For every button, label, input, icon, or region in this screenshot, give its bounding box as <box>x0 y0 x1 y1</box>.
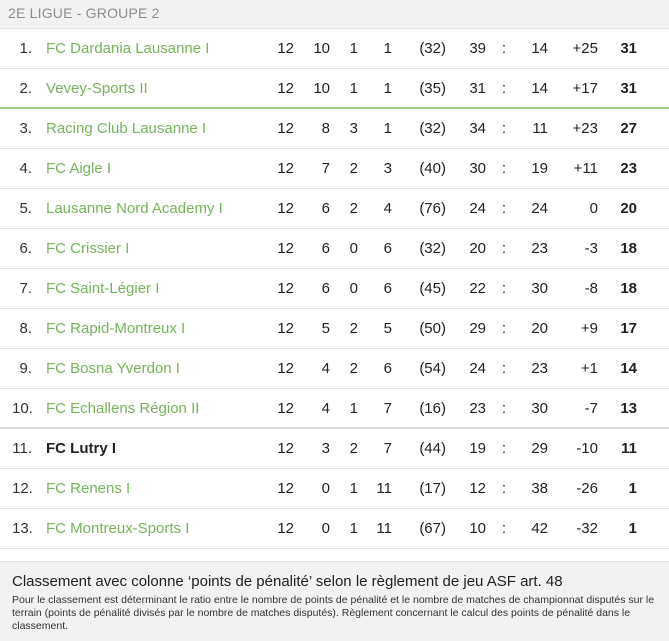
won-cell: 4 <box>321 360 330 377</box>
goal-difference-cell: +11 <box>573 160 598 177</box>
lost-cell: 1 <box>383 80 392 97</box>
goals-for-cell: 19 <box>469 440 486 457</box>
lost-cell: 11 <box>376 520 392 537</box>
goals-separator: : <box>501 320 507 337</box>
won-cell: 5 <box>321 320 330 337</box>
points-cell: 14 <box>620 360 637 377</box>
rank-cell: 5. <box>19 200 32 217</box>
drawn-cell: 0 <box>349 280 358 297</box>
won-cell: 6 <box>321 240 330 257</box>
goals-for-cell: 12 <box>469 480 486 497</box>
drawn-cell: 2 <box>349 160 358 177</box>
goals-against-cell: 30 <box>531 280 548 297</box>
goals-separator: : <box>501 440 507 457</box>
penalty-points-cell: (54) <box>419 360 446 377</box>
played-cell: 12 <box>277 480 294 497</box>
lost-cell: 11 <box>376 480 392 497</box>
table-row <box>0 29 669 69</box>
lost-cell: 6 <box>383 360 392 377</box>
rank-cell: 8. <box>19 320 32 337</box>
drawn-cell: 2 <box>349 320 358 337</box>
drawn-cell: 1 <box>349 80 358 97</box>
drawn-cell: 1 <box>349 40 358 57</box>
goals-for-cell: 24 <box>469 200 486 217</box>
goals-against-cell: 23 <box>531 240 548 257</box>
played-cell: 12 <box>277 400 294 417</box>
points-cell: 31 <box>620 40 637 57</box>
rank-cell: 10. <box>12 400 33 417</box>
drawn-cell: 1 <box>349 520 358 537</box>
rank-cell: 9. <box>19 360 32 377</box>
penalty-points-cell: (17) <box>419 480 446 497</box>
table-row <box>0 69 669 109</box>
drawn-cell: 0 <box>349 240 358 257</box>
drawn-cell: 1 <box>349 400 358 417</box>
goals-against-cell: 30 <box>531 400 548 417</box>
lost-cell: 6 <box>383 240 392 257</box>
penalty-points-cell: (32) <box>419 120 446 137</box>
goal-difference-cell: -26 <box>576 480 598 497</box>
goal-difference-cell: -32 <box>576 520 598 537</box>
goals-for-cell: 30 <box>469 160 486 177</box>
standings-table <box>0 29 669 549</box>
lost-cell: 3 <box>383 160 392 177</box>
played-cell: 12 <box>277 80 294 97</box>
goals-for-cell: 31 <box>469 80 486 97</box>
won-cell: 4 <box>321 400 330 417</box>
group-title: 2E LIGUE - GROUPE 2 <box>8 5 160 21</box>
team-link[interactable]: Lausanne Nord Academy I <box>46 200 223 217</box>
table-row <box>0 469 669 509</box>
team-link[interactable]: FC Echallens Région II <box>46 400 200 417</box>
penalty-points-cell: (45) <box>419 280 446 297</box>
drawn-cell: 2 <box>349 200 358 217</box>
drawn-cell: 1 <box>349 480 358 497</box>
goals-against-cell: 14 <box>531 40 548 57</box>
table-row <box>0 309 669 349</box>
table-row <box>0 389 669 429</box>
goals-for-cell: 22 <box>469 280 486 297</box>
goals-against-cell: 38 <box>531 480 548 497</box>
played-cell: 12 <box>277 160 294 177</box>
goals-against-cell: 14 <box>531 80 548 97</box>
team-link[interactable]: FC Dardania Lausanne I <box>46 40 210 57</box>
goals-for-cell: 34 <box>469 120 486 137</box>
goals-separator: : <box>501 480 507 497</box>
played-cell: 12 <box>277 200 294 217</box>
penalty-points-cell: (76) <box>419 200 446 217</box>
points-cell: 20 <box>620 200 637 217</box>
goals-separator: : <box>501 520 507 537</box>
footer-notes <box>0 561 669 641</box>
goals-against-cell: 24 <box>531 200 548 217</box>
points-cell: 17 <box>620 320 637 337</box>
goals-against-cell: 29 <box>531 440 548 457</box>
drawn-cell: 2 <box>349 360 358 377</box>
goal-difference-cell: -7 <box>584 400 598 417</box>
rank-cell: 6. <box>19 240 32 257</box>
lost-cell: 5 <box>383 320 392 337</box>
goals-against-cell: 23 <box>531 360 548 377</box>
footer-title: Classement avec colonne ‘points de pénalité’ selon le règlement de jeu ASF art. 48 <box>12 573 563 590</box>
table-row <box>0 229 669 269</box>
played-cell: 12 <box>277 520 294 537</box>
penalty-points-cell: (35) <box>419 80 446 97</box>
won-cell: 0 <box>321 520 330 537</box>
goal-difference-cell: +9 <box>580 320 598 337</box>
penalty-points-cell: (44) <box>419 440 446 457</box>
goal-difference-cell: +1 <box>580 360 598 377</box>
rank-cell: 13. <box>12 520 33 537</box>
goals-separator: : <box>501 240 507 257</box>
rank-cell: 1. <box>19 40 32 57</box>
team-link[interactable]: Vevey-Sports II <box>46 80 148 97</box>
table-row <box>0 269 669 309</box>
team-link[interactable]: FC Rapid-Montreux I <box>46 320 186 337</box>
lost-cell: 1 <box>383 40 392 57</box>
goals-separator: : <box>501 280 507 297</box>
table-row <box>0 509 669 549</box>
lost-cell: 4 <box>383 200 392 217</box>
drawn-cell: 2 <box>349 440 358 457</box>
table-row <box>0 109 669 149</box>
goals-separator: : <box>501 120 507 137</box>
table-row <box>0 149 669 189</box>
lost-cell: 7 <box>383 440 392 457</box>
lost-cell: 7 <box>383 400 392 417</box>
lost-cell: 1 <box>383 120 392 137</box>
rank-cell: 4. <box>19 160 32 177</box>
goal-difference-cell: -8 <box>584 280 598 297</box>
goals-separator: : <box>501 160 507 177</box>
goals-against-cell: 20 <box>531 320 548 337</box>
footer-note: Pour le classement est déterminant le ratio entre le nombre de points de pénalité et le nombre de matches de championnat disputés sur le terrain (points de pénalité divisés par le nombre de matches disputés). Règlement concernant le calcul des points de pénalité dans le classement. <box>12 594 655 632</box>
goals-for-cell: 39 <box>469 40 486 57</box>
rank-cell: 12. <box>12 480 33 497</box>
won-cell: 10 <box>313 80 330 97</box>
points-cell: 18 <box>620 240 637 257</box>
goals-against-cell: 11 <box>532 120 548 137</box>
points-cell: 31 <box>620 80 637 97</box>
goals-for-cell: 23 <box>469 400 486 417</box>
goals-against-cell: 19 <box>531 160 548 177</box>
played-cell: 12 <box>277 40 294 57</box>
played-cell: 12 <box>277 280 294 297</box>
goals-for-cell: 10 <box>469 520 486 537</box>
goals-for-cell: 20 <box>469 240 486 257</box>
team-link[interactable]: FC Montreux-Sports I <box>46 520 190 537</box>
team-link: FC Lutry I <box>46 440 116 457</box>
points-cell: 11 <box>621 440 637 457</box>
rank-cell: 2. <box>19 80 32 97</box>
penalty-points-cell: (50) <box>419 320 446 337</box>
won-cell: 6 <box>321 200 330 217</box>
goals-for-cell: 29 <box>469 320 486 337</box>
won-cell: 6 <box>321 280 330 297</box>
played-cell: 12 <box>277 360 294 377</box>
points-cell: 27 <box>620 120 637 137</box>
goals-separator: : <box>501 200 507 217</box>
goals-separator: : <box>501 80 507 97</box>
table-row <box>0 189 669 229</box>
goal-difference-cell: +25 <box>572 40 598 57</box>
team-link[interactable]: FC Aigle I <box>46 160 112 177</box>
table-row <box>0 349 669 389</box>
team-link[interactable]: FC Bosna Yverdon I <box>46 360 180 377</box>
points-cell: 13 <box>620 400 637 417</box>
drawn-cell: 3 <box>349 120 358 137</box>
table-row <box>0 429 669 469</box>
points-cell: 18 <box>620 280 637 297</box>
goal-difference-cell: -10 <box>576 440 598 457</box>
goal-difference-cell: +17 <box>572 80 598 97</box>
won-cell: 8 <box>321 120 330 137</box>
penalty-points-cell: (32) <box>419 40 446 57</box>
played-cell: 12 <box>277 120 294 137</box>
rank-cell: 7. <box>19 280 32 297</box>
rank-cell: 11. <box>12 440 32 457</box>
goal-difference-cell: 0 <box>589 200 598 217</box>
team-link[interactable]: Racing Club Lausanne I <box>46 120 207 137</box>
lost-cell: 6 <box>383 280 392 297</box>
points-cell: 1 <box>628 520 637 537</box>
goals-for-cell: 24 <box>469 360 486 377</box>
team-link[interactable]: FC Crissier I <box>46 240 130 257</box>
team-link[interactable]: FC Saint-Légier I <box>46 280 160 297</box>
goals-separator: : <box>501 40 507 57</box>
won-cell: 7 <box>321 160 330 177</box>
played-cell: 12 <box>277 440 294 457</box>
penalty-points-cell: (40) <box>419 160 446 177</box>
won-cell: 3 <box>321 440 330 457</box>
points-cell: 23 <box>620 160 637 177</box>
goals-against-cell: 42 <box>531 520 548 537</box>
penalty-points-cell: (32) <box>419 240 446 257</box>
won-cell: 0 <box>321 480 330 497</box>
group-header <box>0 0 669 29</box>
won-cell: 10 <box>313 40 330 57</box>
penalty-points-cell: (16) <box>419 400 446 417</box>
goal-difference-cell: -3 <box>584 240 598 257</box>
goals-separator: : <box>501 360 507 377</box>
points-cell: 1 <box>628 480 637 497</box>
penalty-points-cell: (67) <box>419 520 446 537</box>
goal-difference-cell: +23 <box>572 120 598 137</box>
team-link[interactable]: FC Renens I <box>46 480 131 497</box>
played-cell: 12 <box>277 320 294 337</box>
played-cell: 12 <box>277 240 294 257</box>
goals-separator: : <box>501 400 507 417</box>
rank-cell: 3. <box>19 120 32 137</box>
